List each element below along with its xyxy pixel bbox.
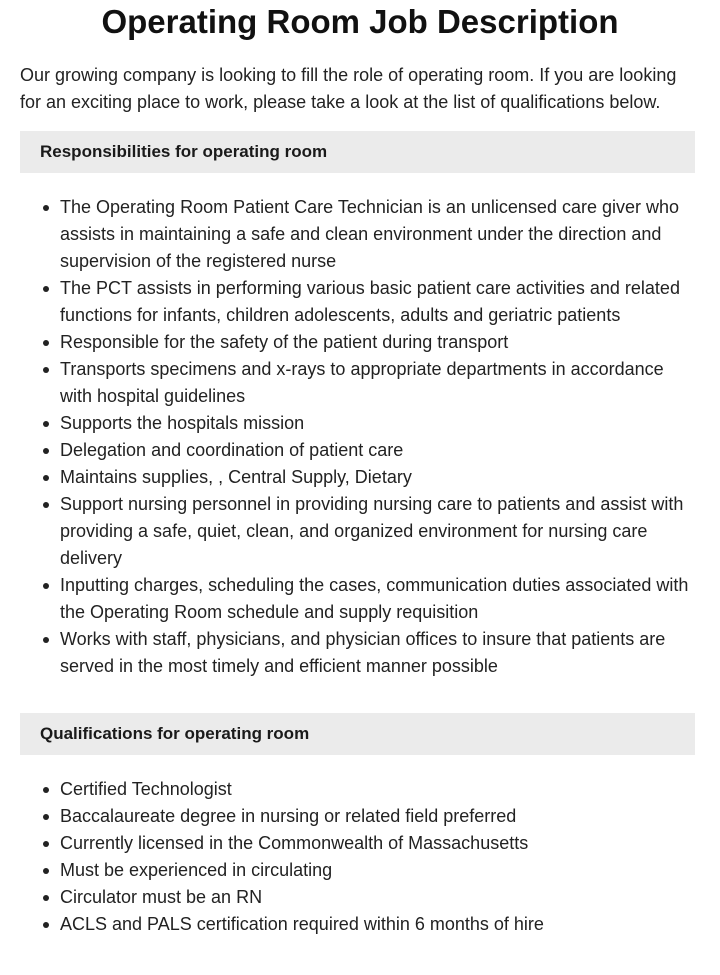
list-item: Delegation and coordination of patient care bbox=[60, 437, 700, 464]
intro-paragraph: Our growing company is looking to fill the role of operating room. If you are looking for an exciting place to work, please take a look at the list of qualifications below. bbox=[20, 65, 677, 112]
bullet-icon bbox=[43, 502, 49, 508]
qualifications-list bbox=[0, 776, 720, 938]
bullet-icon bbox=[43, 340, 49, 346]
list-item: Currently licensed in the Commonwealth of Massachusetts bbox=[60, 830, 700, 857]
list-item: Must be experienced in circulating bbox=[60, 857, 700, 884]
bullet-icon bbox=[43, 367, 49, 373]
responsibilities-list bbox=[0, 194, 720, 680]
bullet-icon bbox=[43, 475, 49, 481]
qualifications-heading: Qualifications for operating room bbox=[20, 713, 695, 755]
bullet-icon bbox=[43, 895, 49, 901]
list-item: Responsible for the safety of the patient during transport bbox=[60, 329, 700, 356]
bullet-icon bbox=[43, 421, 49, 427]
bullet-icon bbox=[43, 286, 49, 292]
bullet-icon bbox=[43, 814, 49, 820]
list-item: Inputting charges, scheduling the cases, communication duties associated with the Operating Room schedule and supply requisition bbox=[60, 572, 700, 626]
list-item: Certified Technologist bbox=[60, 776, 700, 803]
bullet-icon bbox=[43, 922, 49, 928]
bullet-icon bbox=[43, 583, 49, 589]
page-title: Operating Room Job Description bbox=[101, 3, 619, 40]
list-item: Maintains supplies, , Central Supply, Dietary bbox=[60, 464, 700, 491]
bullet-icon bbox=[43, 448, 49, 454]
bullet-icon bbox=[43, 637, 49, 643]
list-item: Supports the hospitals mission bbox=[60, 410, 700, 437]
bullet-icon bbox=[43, 841, 49, 847]
section-gap bbox=[0, 680, 720, 698]
list-item: Circulator must be an RN bbox=[60, 884, 700, 911]
bullet-icon bbox=[43, 787, 49, 793]
list-item: Baccalaureate degree in nursing or related field preferred bbox=[60, 803, 700, 830]
list-item: Support nursing personnel in providing nursing care to patients and assist with providing a safe, quiet, clean, and organized environment for nursing care delivery bbox=[60, 491, 700, 572]
bullet-icon bbox=[43, 868, 49, 874]
list-item: The PCT assists in performing various basic patient care activities and related functions for infants, children adolescents, adults and geriatric patients bbox=[60, 275, 700, 329]
responsibilities-heading: Responsibilities for operating room bbox=[20, 131, 695, 173]
list-item: ACLS and PALS certification required within 6 months of hire bbox=[60, 911, 700, 938]
list-item: The Operating Room Patient Care Technician is an unlicensed care giver who assists in maintaining a safe and clean environment under the direction and supervision of the registered nurse bbox=[60, 194, 700, 275]
list-item: Transports specimens and x-rays to appropriate departments in accordance with hospital guidelines bbox=[60, 356, 700, 410]
bullet-icon bbox=[43, 205, 49, 211]
list-item: Works with staff, physicians, and physician offices to insure that patients are served in the most timely and efficient manner possible bbox=[60, 626, 700, 680]
